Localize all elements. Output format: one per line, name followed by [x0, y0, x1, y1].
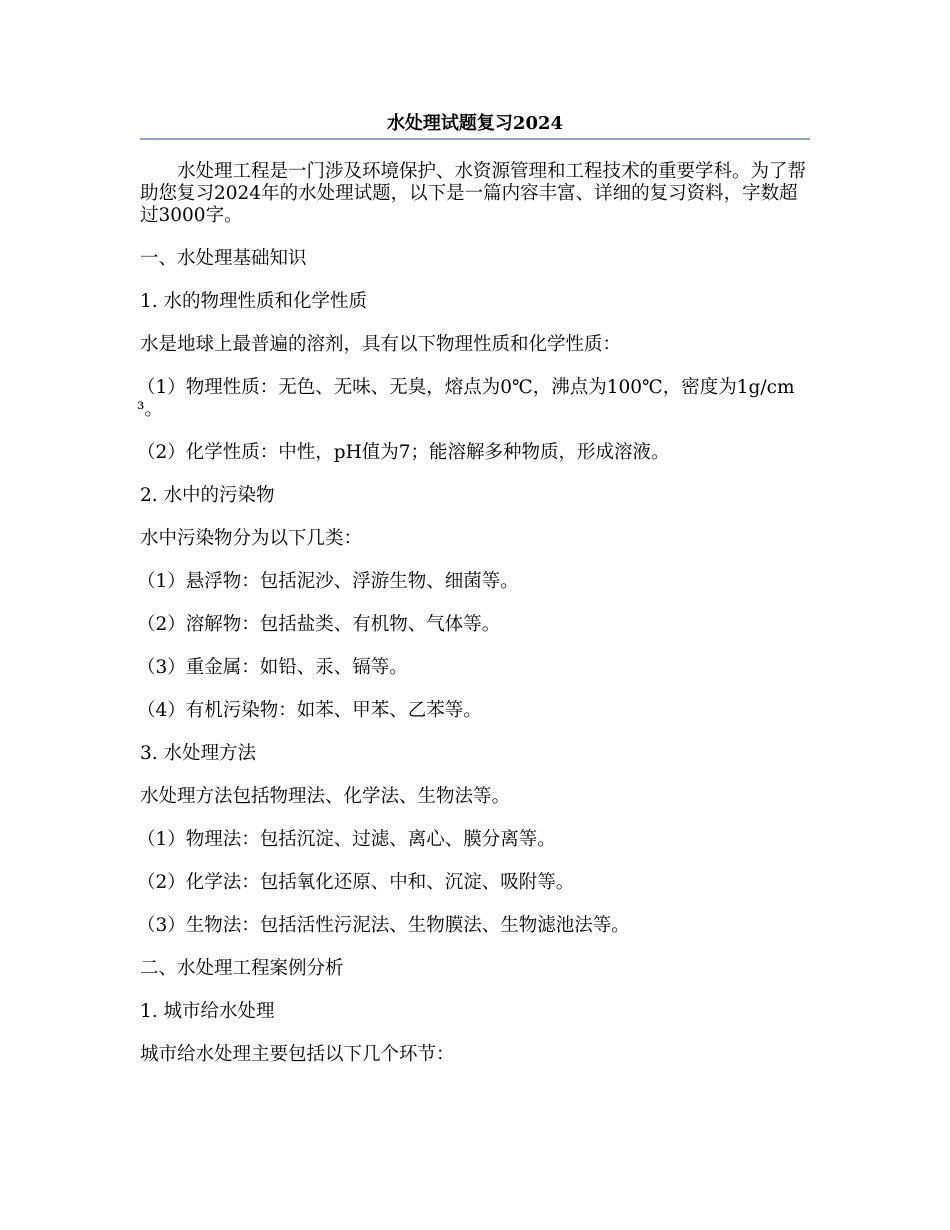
paragraph: 水中污染物分为以下几类：	[140, 528, 363, 549]
subsection-heading: 1. 水的物理性质和化学性质	[140, 291, 368, 312]
list-item: （1）悬浮物：包括泥沙、浮游生物、细菌等。	[137, 571, 519, 592]
subsection-heading: 2. 水中的污染物	[140, 485, 275, 506]
paragraph: 城市给水处理主要包括以下几个环节：	[140, 1044, 455, 1065]
paragraph: 水处理方法包括物理法、化学法、生物法等。	[140, 786, 511, 807]
list-item: （2）化学法：包括氧化还原、中和、沉淀、吸附等。	[137, 872, 575, 893]
list-item: （1）物理法：包括沉淀、过滤、离心、膜分离等。	[137, 829, 556, 850]
intro-paragraph: 水处理工程是一门涉及环境保护、水资源管理和工程技术的重要学科。为了帮助您复习2024年的水处理试题，以下是一篇内容丰富、详细的复习资料，字数超过3000字。	[140, 161, 807, 226]
list-item: （3）生物法：包括活性污泥法、生物膜法、生物滤池法等。	[137, 915, 630, 936]
paragraph: 水是地球上最普遍的溶剂，具有以下物理性质和化学性质：	[140, 334, 622, 355]
section-heading: 一、水处理基础知识	[140, 248, 307, 269]
list-item: （2）化学性质：中性，pH值为7；能溶解多种物质，形成溶液。	[137, 442, 670, 463]
section-heading: 二、水处理工程案例分析	[140, 958, 344, 979]
title-underline	[140, 138, 810, 140]
list-item: （2）溶解物：包括盐类、有机物、气体等。	[137, 614, 501, 635]
list-item: （4）有机污染物：如苯、甲苯、乙苯等。	[137, 700, 482, 721]
list-item: （1）物理性质：无色、无味、无臭，熔点为0℃，沸点为100℃，密度为1g/cm³。	[137, 377, 795, 420]
subsection-heading: 1. 城市给水处理	[140, 1001, 275, 1022]
document-body	[137, 161, 810, 1087]
subsection-heading: 3. 水处理方法	[140, 743, 257, 764]
list-item: （3）重金属：如铅、汞、镉等。	[137, 657, 408, 678]
document-title: 水处理试题复习2024	[386, 113, 564, 134]
